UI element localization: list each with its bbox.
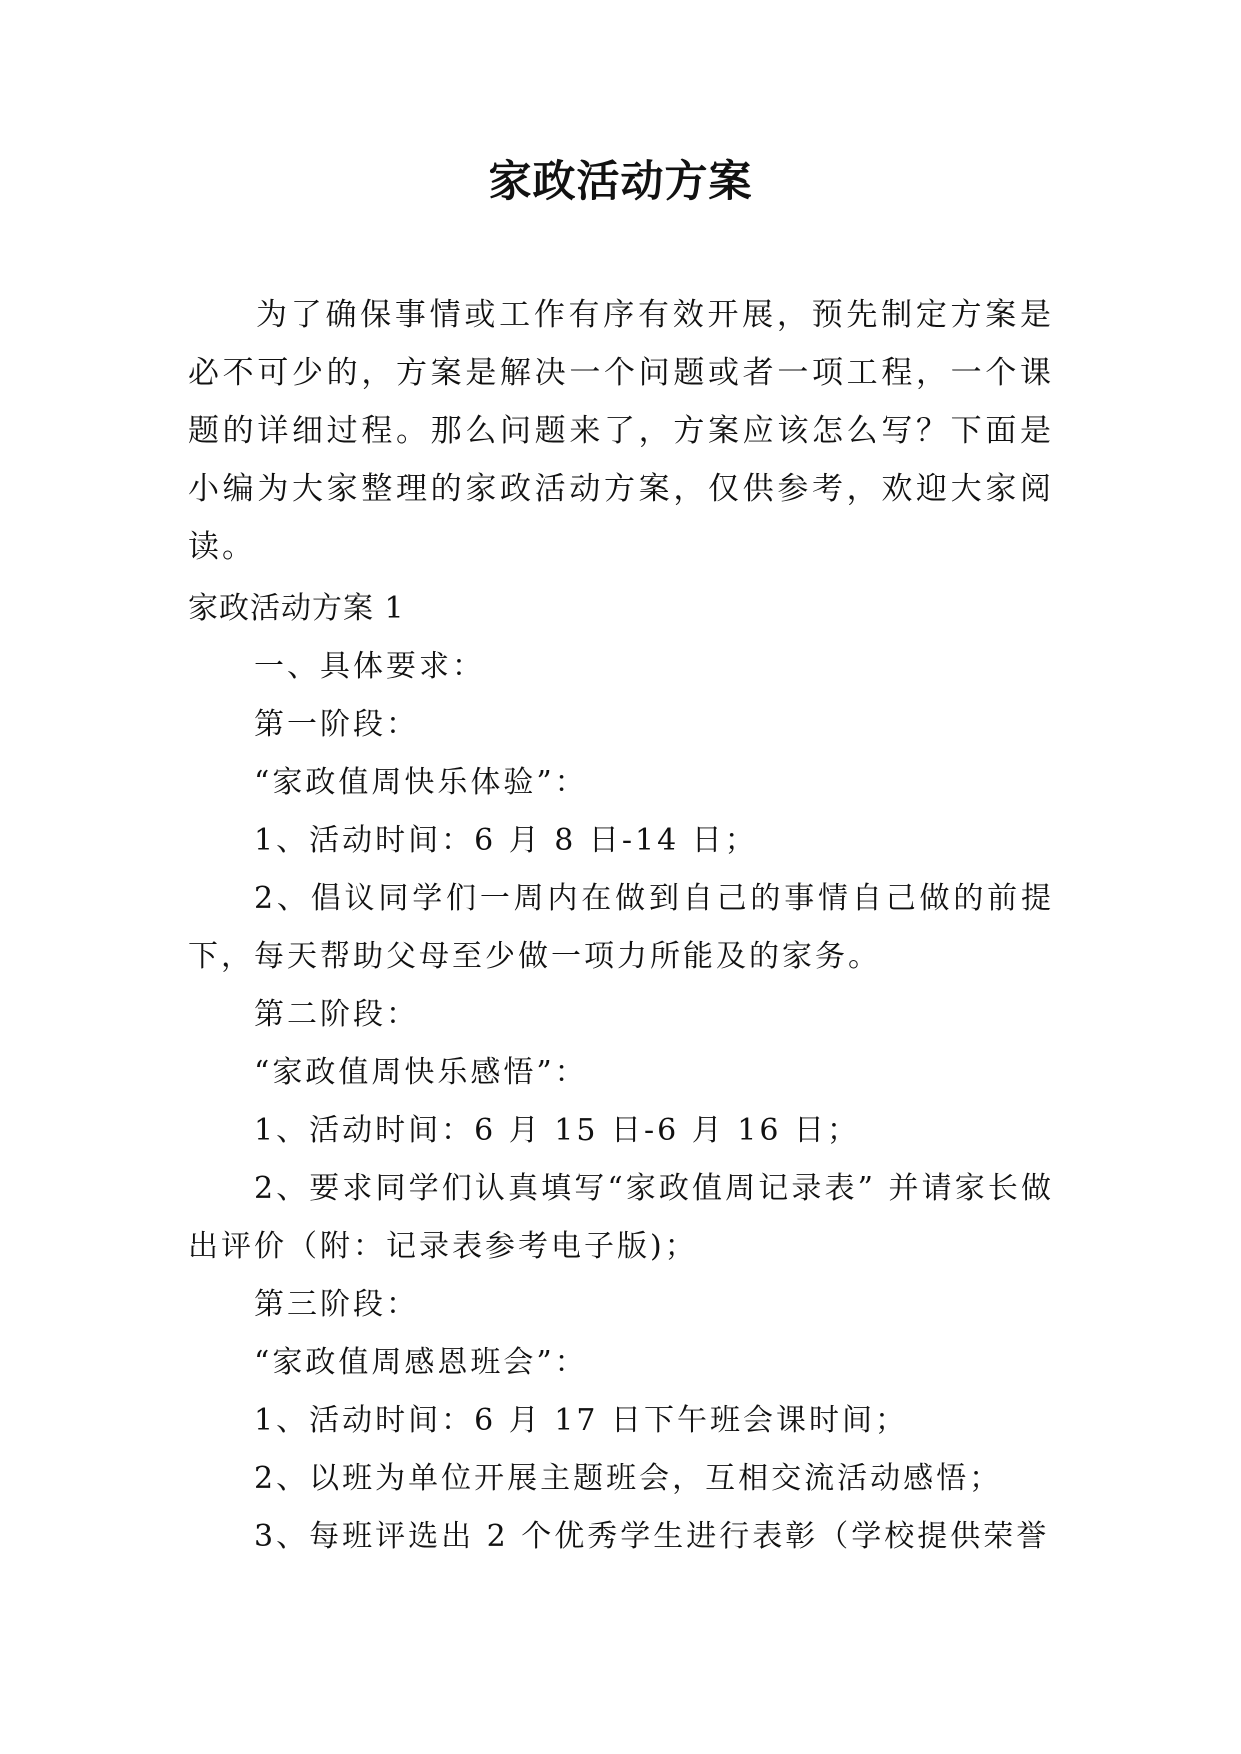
document-body [188,580,1054,1566]
requirements-heading: 一、具体要求： [254,649,485,684]
stage-three-title: “家政值周感恩班会”： [254,1345,588,1380]
stage-three-item-2: 2、以班为单位开展主题班会，互相交流活动感悟； [254,1461,1003,1496]
stage-one-item-2: 2、倡议同学们一周内在做到自己的事情自己做的前提下，每天帮助父母至少做一项力所能及的家务。 [188,881,1054,974]
section-heading: 家政活动方案 1 [188,591,405,626]
stage-three-item-3: 3、每班评选出 2 个优秀学生进行表彰（学校提供荣誉 [254,1519,1050,1554]
intro-paragraph: 为了确保事情或工作有序有效开展，预先制定方案是必不可少的，方案是解决一个问题或者一项工程，一个课题的详细过程。那么问题来了，方案应该怎么写？下面是小编为大家整理的家政活动方案，仅供参考，欢迎大家阅读。 [188,297,1054,565]
stage-one-heading: 第一阶段： [254,707,419,742]
document-title: 家政活动方案 [488,157,753,207]
stage-one-title: “家政值周快乐体验”： [254,765,588,800]
stage-three-heading: 第三阶段： [254,1287,419,1322]
stage-two-item-2: 2、要求同学们认真填写“家政值周记录表” 并请家长做出评价（附：记录表参考电子版)； [188,1171,1054,1264]
stage-three-item-1: 1、活动时间：6 月 17 日下午班会课时间； [254,1403,908,1438]
stage-two-heading: 第二阶段： [254,997,419,1032]
stage-two-title: “家政值周快乐感悟”： [254,1055,588,1090]
stage-two-item-1: 1、活动时间：6 月 15 日-6 月 16 日； [254,1113,860,1148]
stage-one-item-1: 1、活动时间：6 月 8 日-14 日； [254,823,758,858]
